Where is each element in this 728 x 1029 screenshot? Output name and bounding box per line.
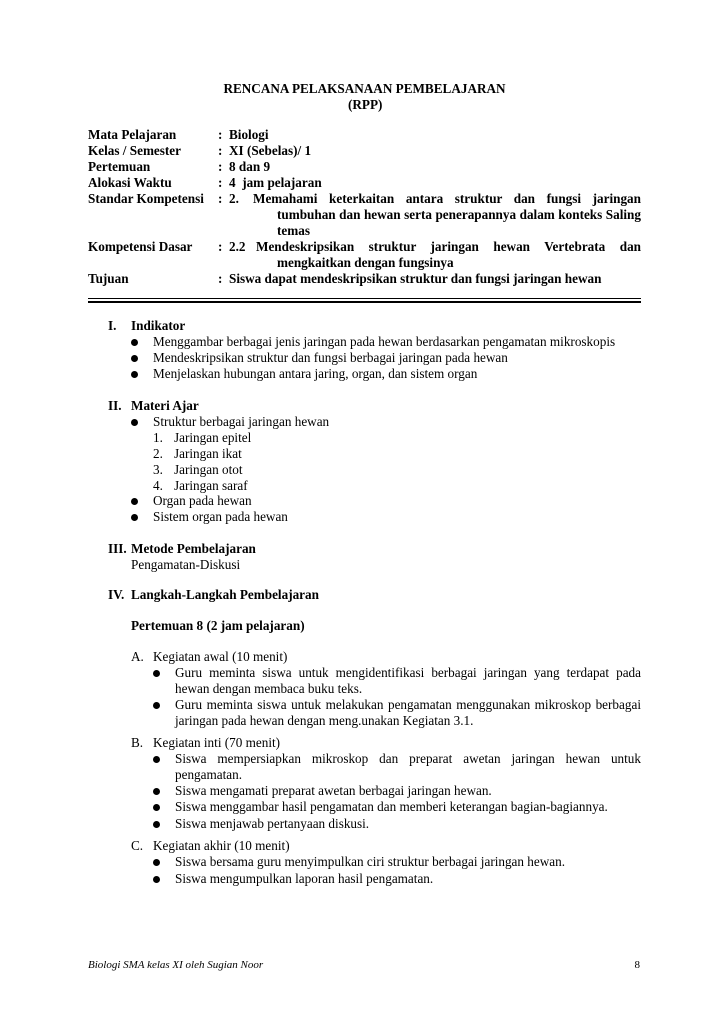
colon: : (218, 143, 223, 158)
section-roman-1: I. (108, 318, 117, 333)
standar-number: 2. (229, 191, 239, 206)
kegiatan-akhir-title: Kegiatan akhir (10 menit) (153, 838, 290, 853)
kegiatan-item-cont: pengamatan. (175, 767, 243, 782)
label-tujuan: Tujuan (88, 271, 129, 286)
pertemuan-heading: Pertemuan 8 (2 jam pelajaran) (131, 618, 305, 633)
footer-text: Biologi SMA kelas XI oleh Sugian Noor (88, 959, 264, 971)
section-roman-2: II. (108, 398, 122, 413)
materi-bullet: Organ pada hewan (153, 493, 252, 508)
bullet-icon (131, 371, 138, 378)
bullet-icon (131, 355, 138, 362)
kompetensi-line-1: Mendeskripsikan struktur jaringan hewan Vertebrata dan (256, 239, 641, 254)
page-number: 8 (634, 959, 640, 971)
materi-subitem: Jaringan saraf (174, 478, 248, 493)
kompetensi-number: 2.2 (229, 239, 246, 254)
bullet-icon (153, 876, 160, 883)
value-tujuan: Siswa dapat mendeskripsikan struktur dan fungsi jaringan hewan (229, 271, 602, 286)
colon: : (218, 127, 223, 142)
bullet-icon (153, 756, 160, 763)
bullet-icon (153, 670, 160, 677)
kegiatan-awal-title: Kegiatan awal (10 menit) (153, 649, 288, 664)
kegiatan-item: Siswa mengamati preparat awetan berbagai jaringan hewan. (175, 783, 492, 798)
kegiatan-inti-title: Kegiatan inti (70 menit) (153, 735, 281, 750)
label-pertemuan: Pertemuan (88, 159, 151, 174)
standar-line-2: tumbuhan dan hewan serta penerapannya dalam konteks Saling (277, 207, 641, 222)
colon: : (218, 271, 223, 286)
materi-subitem: Jaringan otot (174, 462, 243, 477)
kegiatan-item-cont: hewan dengan membaca buku teks. (175, 681, 363, 696)
kegiatan-letter: A. (131, 649, 144, 664)
kegiatan-item-cont: jaringan pada hewan dengan meng.unakan Kegiatan 3.1. (175, 713, 474, 728)
colon: : (218, 191, 223, 206)
section-title-indikator: Indikator (131, 318, 186, 333)
header-divider-thick (88, 301, 641, 303)
materi-bullet: Sistem organ pada hewan (153, 509, 288, 524)
colon: : (218, 159, 223, 174)
value-alokasi: 4 jam pelajaran (229, 175, 322, 190)
kegiatan-item: Guru meminta siswa untuk mengidentifikasi berbagai jaringan yang terdapat pada (175, 665, 641, 680)
materi-bullet: Struktur berbagai jaringan hewan (153, 414, 330, 429)
value-pertemuan: 8 dan 9 (229, 159, 271, 174)
kompetensi-line-2: mengkaitkan dengan fungsinya (277, 255, 454, 270)
bullet-icon (131, 498, 138, 505)
header-divider-thin (88, 298, 641, 299)
standar-line-1: Memahami keterkaitan antara struktur dan fungsi jaringan (253, 191, 641, 206)
bullet-icon (153, 702, 160, 709)
colon: : (218, 239, 223, 254)
bullet-icon (131, 339, 138, 346)
value-kelas: XI (Sebelas)/ 1 (229, 143, 312, 158)
indikator-item: Menjelaskan hubungan antara jaring, organ, dan sistem organ (153, 366, 478, 381)
indikator-item: Menggambar berbagai jenis jaringan pada hewan berdasarkan pengamatan mikroskopis (153, 334, 616, 349)
kegiatan-item: Siswa mengumpulkan laporan hasil pengamatan. (175, 871, 434, 886)
bullet-icon (131, 514, 138, 521)
kegiatan-letter: C. (131, 838, 144, 853)
bullet-icon (153, 788, 160, 795)
doc-title: RENCANA PELAKSANAAN PEMBELAJARAN (223, 81, 506, 96)
materi-subitem-num: 1. (153, 430, 163, 445)
materi-subitem: Jaringan ikat (174, 446, 242, 461)
label-mata-pelajaran: Mata Pelajaran (88, 127, 177, 142)
section-roman-3: III. (108, 541, 127, 556)
kegiatan-item: Siswa menggambar hasil pengamatan dan memberi keterangan bagian-bagiannya. (175, 799, 608, 814)
kegiatan-item: Siswa menjawab pertanyaan diskusi. (175, 816, 370, 831)
label-standar-kompetensi: Standar Kompetensi (88, 191, 204, 206)
materi-subitem-num: 3. (153, 462, 163, 477)
value-mata-pelajaran: Biologi (229, 127, 269, 142)
section-title-metode: Metode Pembelajaran (131, 541, 256, 556)
kegiatan-item: Siswa mempersiapkan mikroskop dan preparat awetan jaringan hewan untuk (175, 751, 641, 766)
materi-subitem: Jaringan epitel (174, 430, 252, 445)
kegiatan-item: Guru meminta siswa untuk melakukan pengamatan menggunakan mikroskop berbagai (175, 697, 641, 712)
section-title-langkah: Langkah-Langkah Pembelajaran (131, 587, 319, 602)
kegiatan-item: Siswa bersama guru menyimpulkan ciri struktur berbagai jaringan hewan. (175, 854, 566, 869)
colon: : (218, 175, 223, 190)
materi-subitem-num: 2. (153, 446, 163, 461)
standar-line-3: temas (277, 223, 310, 238)
label-alokasi: Alokasi Waktu (88, 175, 172, 190)
label-kompetensi-dasar: Kompetensi Dasar (88, 239, 193, 254)
kegiatan-letter: B. (131, 735, 144, 750)
label-kelas: Kelas / Semester (88, 143, 182, 158)
metode-text: Pengamatan-Diskusi (131, 557, 241, 572)
bullet-icon (153, 821, 160, 828)
bullet-icon (131, 419, 138, 426)
doc-subtitle: (RPP) (348, 97, 383, 112)
bullet-icon (153, 859, 160, 866)
indikator-item: Mendeskripsikan struktur dan fungsi berbagai jaringan pada hewan (153, 350, 508, 365)
section-roman-4: IV. (108, 587, 125, 602)
bullet-icon (153, 804, 160, 811)
section-title-materi: Materi Ajar (131, 398, 199, 413)
materi-subitem-num: 4. (153, 478, 163, 493)
